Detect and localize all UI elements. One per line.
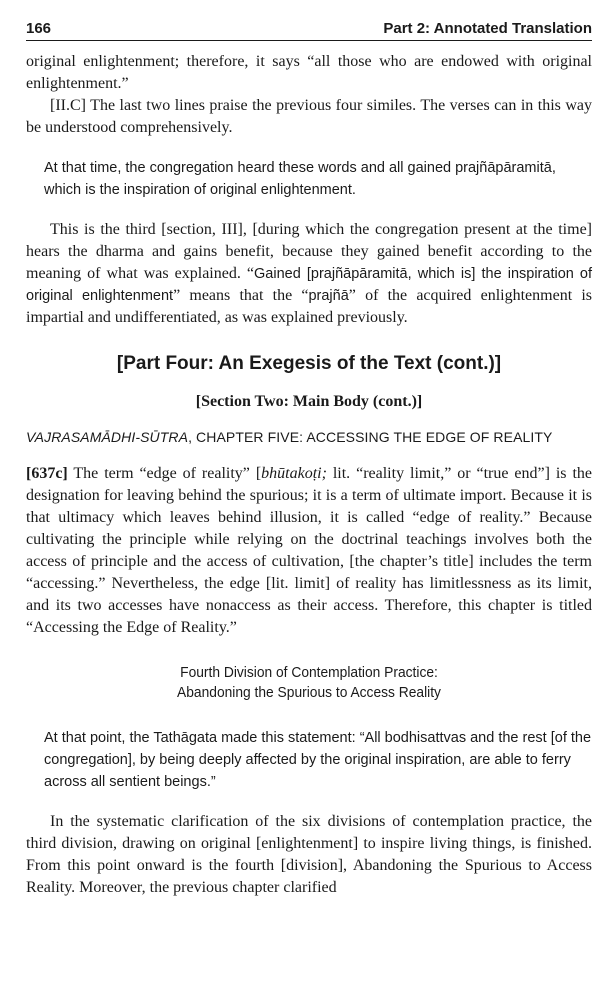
section-heading: [Section Two: Main Body (cont.)]	[195, 393, 423, 410]
document-page	[26, 20, 592, 899]
paragraph-six-divisions: In the systematic clarification of the six divisions of contemplation practice, the third division, drawing on original [enlightenment] to inspire living things, is finished. From this point onward is the fourth [division], Abandoning the Spurious to Access Reality. Moreover, the previous chapter clarified	[26, 813, 592, 896]
part-heading: [Part Four: An Exegesis of the Text (cont.)]	[116, 353, 502, 374]
p4-term: bhūtakoṭi;	[261, 465, 327, 482]
running-title: Part 2: Annotated Translation	[383, 20, 592, 37]
paragraph-section-iii	[26, 219, 592, 329]
division-heading-line-2: Abandoning the Spurious to Access Reality	[177, 684, 441, 701]
p3-text-2: ” means that the “	[173, 287, 309, 304]
p4-text-1: The term “edge of reality” [	[67, 465, 262, 482]
running-header	[26, 20, 592, 41]
paragraph-637c	[26, 463, 592, 639]
division-heading	[49, 663, 570, 703]
page-reference: [637c]	[26, 465, 68, 482]
sutra-quote-2: At that point, the Tathāgata made this statement: “All bodhisattvas and the rest [of the congregation], by being deeply affected by the original inspiration, are able to ferry across all sentient beings.”	[44, 730, 592, 790]
sutra-quote-1: At that time, the congregation heard these words and all gained prajñāpāramitā, which is the inspiration of original enlightenment.	[44, 160, 556, 198]
p4-text-2: lit. “reality limit,” or “true end”] is the designation for leaving behind the spurious; it is a term of ultimate import. Because it is that ultimacy which leaves behind illusion, it is called “edge of reality.” Because cultivating the principle while relying on the doctrinal teachings involves both the access of principle and the access of cultivation, [the chapter’s title] includes the term “accessing.” Nevertheless, the edge [lit. limit] of reality has limitlessness as its limit, and its two accesses have nonaccess as their access. Therefore, this chapter is titled “Accessing the Edge of Reality.”	[26, 465, 593, 636]
division-heading-line-1: Fourth Division of Contemplation Practice:	[180, 664, 438, 681]
p3-quote: Gained [prajñāpāramitā, which is] the inspiration of original enlightenment	[26, 266, 593, 304]
p3-text-1: This is the third [section, III], [during which the congregation present at the time] hears the dharma and gains benefit, because they gained benefit according to the meaning of what was explained. “	[26, 221, 592, 282]
paragraph-section-iic: [II.C] The last two lines praise the previous four similes. The verses can in this way be understood comprehensively.	[26, 97, 592, 136]
p3-text-3: ” of the acquired enlightenment is impartial and undifferentiated, as was explained previously.	[26, 287, 593, 326]
page-number: 166	[26, 20, 52, 37]
p3-term: prajñā	[308, 288, 349, 304]
sutra-name: VAJRASAMĀDHI-SŪTRA	[26, 429, 189, 445]
paragraph-continued: original enlightenment; therefore, it says “all those who are endowed with original enlightenment.”	[26, 53, 592, 92]
chapter-title	[26, 429, 592, 445]
chapter-name: , CHAPTER FIVE: ACCESSING THE EDGE OF REALITY	[188, 429, 553, 445]
